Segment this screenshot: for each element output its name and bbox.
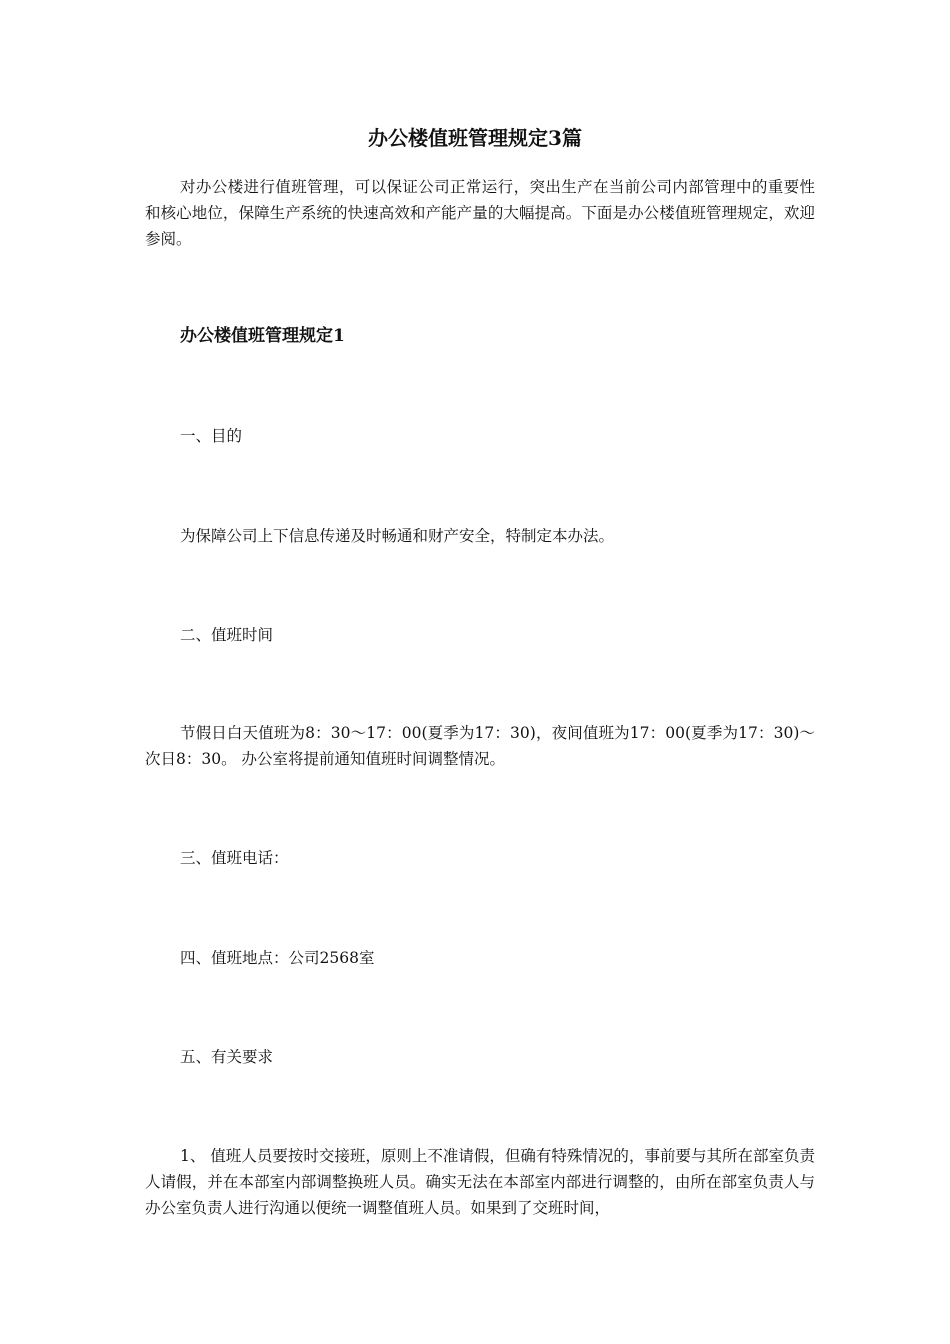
duty-time-paragraph: 节假日白天值班为8：30～17：00(夏季为17：30)，夜间值班为17：00(夏季为17：30)～次日8：30。 办公室将提前通知值班时间调整情况。: [145, 724, 815, 768]
item-heading-requirements: 五、有关要求: [180, 1048, 274, 1066]
item-heading-duty-phone: 三、值班电话：: [180, 849, 289, 867]
item-heading-duty-location: 四、值班地点：公司2568室: [180, 949, 375, 967]
requirement-point-1: 1、 值班人员要按时交接班，原则上不准请假，但确有特殊情况的，事前要与其所在部室负责人请假，并在本部室内部调整换班人员。确实无法在本部室内部进行调整的，由所在部室负责人与办公室负责人进行沟通以便统一调整值班人员。如果到了交班时间，: [145, 1147, 815, 1217]
purpose-text: 为保障公司上下信息传递及时畅通和财产安全，特制定本办法。: [180, 527, 615, 545]
item-heading-purpose: 一、目的: [180, 427, 243, 445]
section-heading-1: 办公楼值班管理规定1: [180, 326, 345, 346]
document-title: 办公楼值班管理规定3篇: [368, 126, 582, 150]
item-heading-duty-time: 二、值班时间: [180, 626, 274, 644]
intro-paragraph: 对办公楼进行值班管理，可以保证公司正常运行，突出生产在当前公司内部管理中的重要性和核心地位，保障生产系统的快速高效和产能产量的大幅提高。下面是办公楼值班管理规定，欢迎参阅。: [145, 178, 815, 248]
